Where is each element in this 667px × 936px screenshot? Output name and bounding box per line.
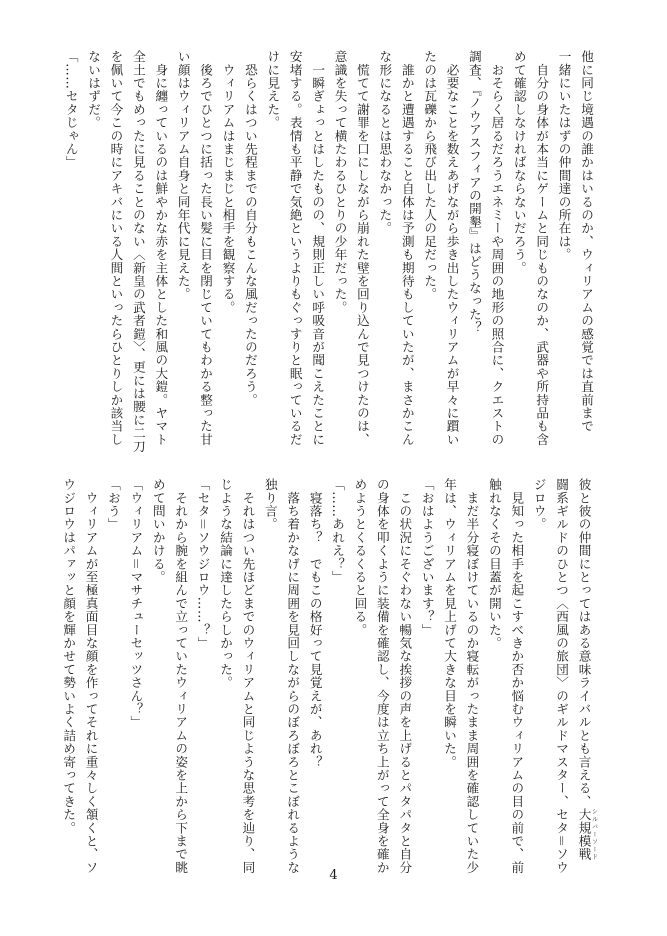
text-line: 「……あれえ？」 [330,478,346,584]
text-line: を佩いて今この時にアキバにいる人間といったらひとりしか該当し [108,50,124,446]
text-line: それはつい先ほどまでのウィリアムと同じような思考を辿り、同 [240,478,256,874]
text-line: の身体を叩くように装備を確認し、今度は立ち上がって全身を確か [374,478,390,874]
text-line: 必要なことを数えあげながら歩き出したウィリアムが早々に躓い [444,50,460,446]
text-line: 見知った相手を起こすべきか否か悩むウィリアムの目の前で、前 [509,478,525,874]
text-line: ないはずだ。 [86,50,102,130]
text-line: おそらく居るだろうエネミーや周囲の地形の照合に、クエストの [489,50,505,446]
text-line: 恐らくはつい先程までの自分もこんな風だったのだろう。 [242,50,258,407]
text-line: 自分の身体が本当にゲームと同じものなのか、武器や所持品も含 [534,50,550,446]
text-line: まだ半分寝ぼけているのか寝転がったまま周囲を確認していた少 [464,478,480,874]
text-line: じような結論に達したらしかった。 [218,478,233,690]
text-line: 「セタ＝ソウジロウ……？」 [195,478,211,650]
text-line: めて確認しなければならないだろう。 [511,50,527,275]
text-line: 「おはようございます？」 [419,478,435,637]
text-line: ウィリアムが至極真面目な顔を作ってそれに重々しく頷くと、ソ [83,478,99,874]
text-line: けに見えた。 [265,50,281,130]
page-number: 4 [329,868,338,883]
text-line: 触れなくその目蓋が開いた。 [486,478,502,650]
text-line: 年は、ウィリアムを見上げて大きな目を瞬いた。 [442,478,458,769]
text-line: この状況にそぐわない暢気な挨拶の声を上げるとパタパタと自分 [397,478,413,874]
text-line: 一瞬ぎょっとはしたものの、規則正しい呼吸音が聞こえたことに [310,50,326,446]
text-line: 独り言。 [262,478,278,531]
text-line: それから腕を組んで立っていたウィリアムの姿を上から下まで眺 [173,478,189,874]
lower-text-block [61,478,598,874]
text-line: 安堵する。表情も平静で気絶というよりもぐっすりと眠っているだ [287,50,303,446]
text-line: ウジロウはパァッと顔を輝かせて勢いよく詰め寄ってきた。 [61,478,77,835]
upper-text-block [63,50,597,453]
text-line: 「おう」 [105,478,121,531]
text-line: 意識を失って横たわるひとりの少年だった。 [332,50,348,314]
text-line: 身に纏っているのは鮮やかな赤を主体とした和風の大鎧。ヤマト [153,50,169,446]
text-line: 寝落ち？ でもこの格好って見覚えが、あれ？ [307,478,323,769]
text-line: めて問いかける。 [150,478,166,584]
text-line: 全土でもめったに見ることのない〈新皇の武者鎧〉、更には腰に二刀 [130,50,146,453]
text-line: 後ろでひとつに括った長い髪に目を閉じていてもわかる整った甘 [198,50,214,446]
text-line: 「ウィリアム＝マサチューセッツさん？」 [128,478,144,729]
text-line: 他に同じ境遇の誰かはいるのか、ウィリアムの感覚では直前まで [579,50,594,433]
text-line: 闘系ギルドのひとつ〈西風の旅団〉のギルドマスター、セタ＝ソウ [554,478,570,874]
text-line: 一緒にいたはずの仲間達の所在は。 [556,50,572,262]
text-line: 落ち着かなげに周囲を見回しながらのぼろぼろとこぼれるような [285,478,301,874]
text-line: 「……セタじゃん」 [63,50,79,169]
text-line: い顔はウィリアム自身と同年代に見えた。 [175,50,191,301]
text-line: 彼と彼の仲間にとってはある意味ライバルとも言える、大規模戦 シルバーソード [576,478,598,861]
ruby-text: シルバーソード [590,808,598,861]
text-line: めようとくるくると回る。 [352,478,368,637]
ruby-annotation: 大規模戦 シルバーソード [576,808,598,861]
text-line: ウィリアムはまじまじと相手を観察する。 [220,50,236,314]
text-line: 慌てて謝罪を口にしながら崩れた壁を回り込んで見つけたのは、 [354,50,370,446]
text-line: 誰かと遭遇すること自体は予測も期待もしていたが、まさかこん [399,50,415,446]
text-line: な形になるとは思わなかった。 [377,50,393,235]
text-line: ジロウ。 [531,478,547,531]
text-line: たのは瓦礫から飛び出した人の足だった。 [422,50,438,301]
text-line: 調査、『ノウアスフィアの開墾』はどうなった？ [466,50,482,335]
